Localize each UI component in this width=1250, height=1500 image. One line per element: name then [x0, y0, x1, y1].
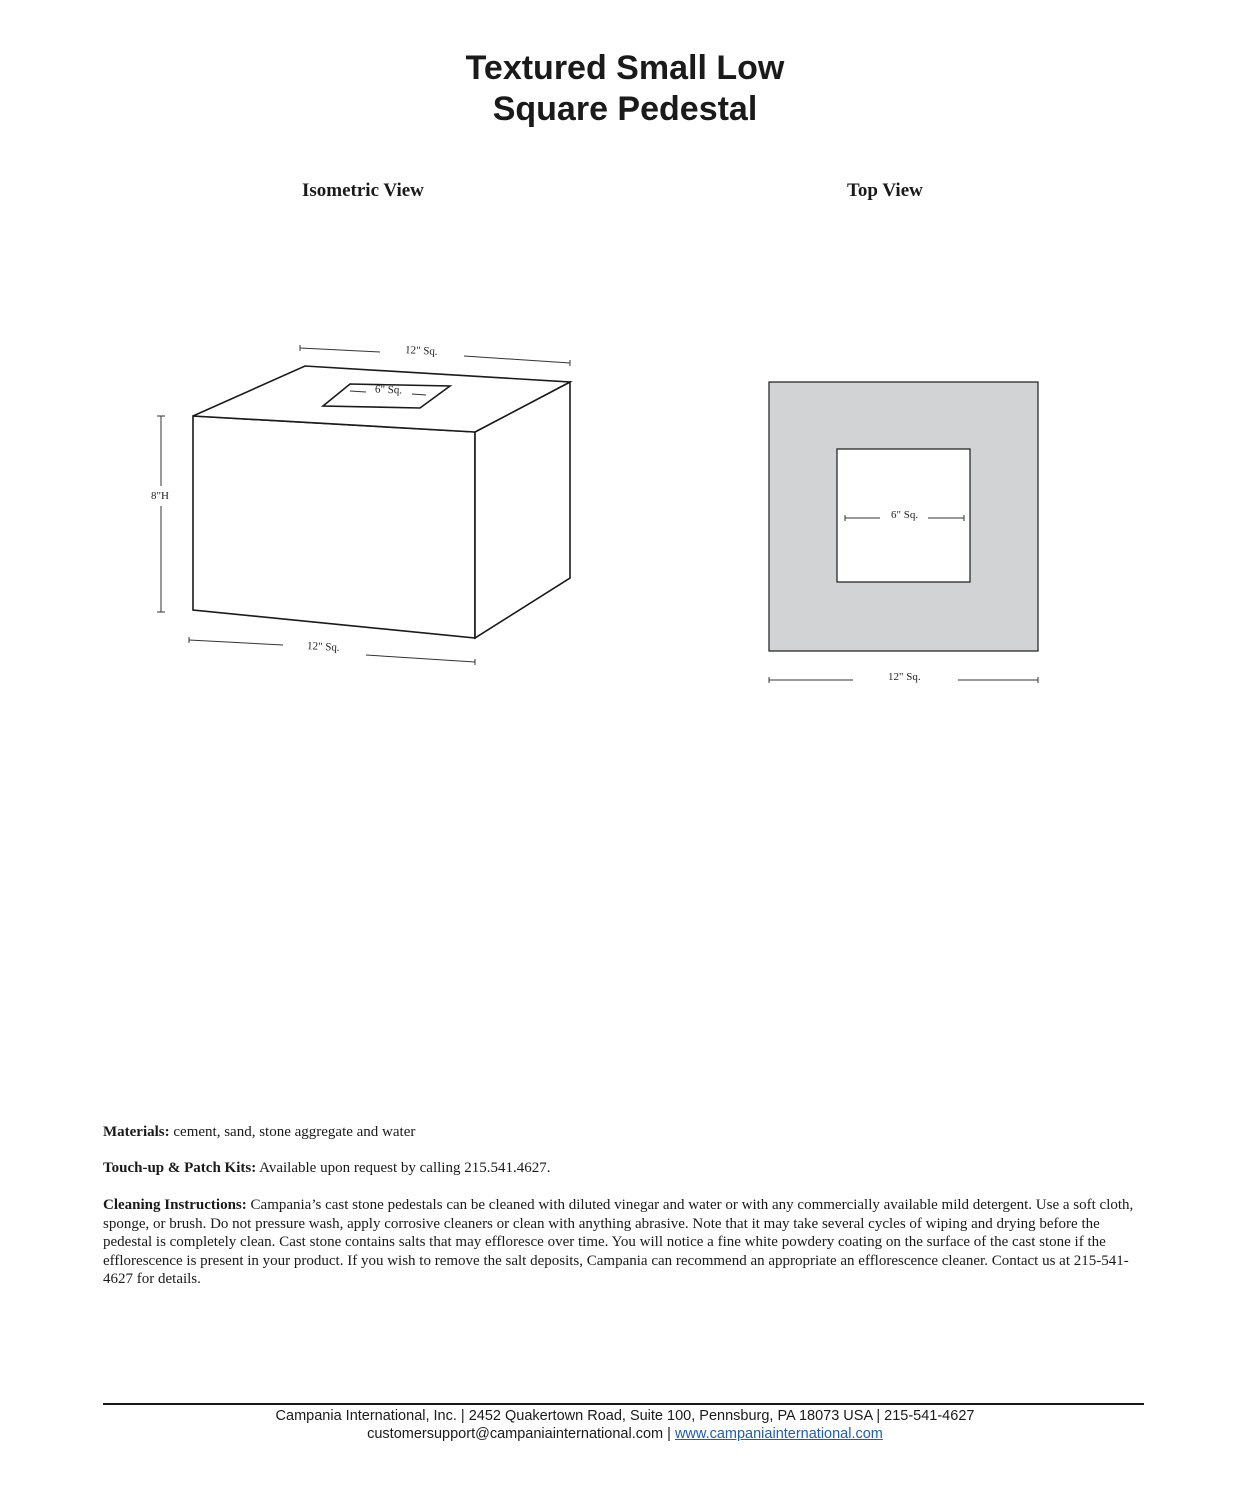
title-line-1: Textured Small Low [465, 49, 785, 87]
iso-opening-label: 6" Sq. [374, 383, 403, 397]
top-opening-label: 6" Sq. [891, 509, 919, 521]
footer-divider [103, 1403, 1144, 1405]
cleaning-paragraph [103, 1196, 1143, 1289]
materials-text: cement, sand, stone aggregate and water [169, 1124, 416, 1140]
footer-separator: | [663, 1426, 675, 1442]
iso-top-width-label: 12" Sq. [404, 344, 438, 358]
iso-front-face [193, 416, 475, 638]
top-width-label: 12" Sq. [888, 671, 921, 683]
isometric-view-label: Isometric View [302, 180, 424, 201]
kits-label: Touch-up & Patch Kits: [103, 1160, 257, 1176]
materials-label: Materials: [103, 1124, 170, 1140]
title-line-2: Square Pedestal [492, 90, 758, 128]
top-view-label: Top View [847, 180, 923, 201]
footer-email[interactable]: customersupport@campaniainternational.com [367, 1426, 664, 1442]
kits-text: Available upon request by calling 215.541.4627. [256, 1160, 551, 1176]
footer-address: Campania International, Inc. | 2452 Quakertown Road, Suite 100, Pennsburg, PA 18073 USA | 215-541-4627 [275, 1408, 975, 1424]
cleaning-text: Campania’s cast stone pedestals can be cleaned with diluted vinegar and water or with any commercially available mild detergent. Use a soft cloth, sponge, or brush. Do not pressure wash, apply corrosive cleaners or clean with anything abrasive. Note that it may take several cycles of wiping and drying before the pedestal is completely clean. Cast stone contains salts that may effloresce over time. You will notice a fine white powdery coating on the surface of the cast stone if the efflorescence is present in your product. If you wish to remove the salt deposits, Campania can recommend an appropriate an efflorescence cleaner. Contact us at 215-541-4627 for details. [103, 1197, 1134, 1287]
isometric-drawing [193, 366, 570, 638]
footer-website-link[interactable]: www.campaniainternational.com [674, 1426, 883, 1442]
iso-bottom-width-label: 12" Sq. [306, 640, 340, 654]
cleaning-label: Cleaning Instructions: [103, 1197, 247, 1213]
footer-contact [0, 1426, 1250, 1442]
kits-paragraph [103, 1159, 1143, 1178]
materials-paragraph [103, 1123, 1143, 1142]
iso-height-label: 8"H [151, 490, 169, 502]
